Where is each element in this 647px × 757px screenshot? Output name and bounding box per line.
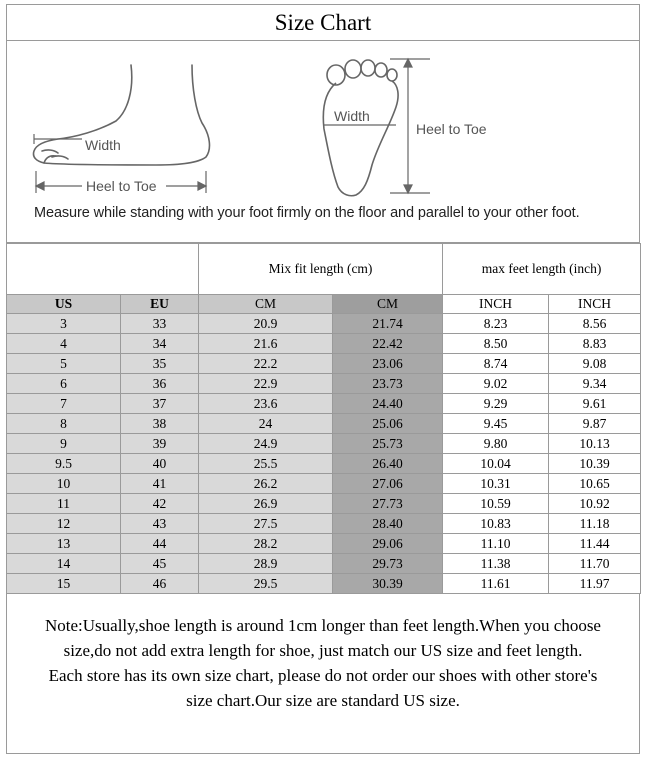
cell-inch-max: 10.13 xyxy=(549,434,641,454)
cell-cm-fit: 21.6 xyxy=(199,334,333,354)
cell-inch-max: 10.65 xyxy=(549,474,641,494)
cell-inch-max: 10.92 xyxy=(549,494,641,514)
cell-us: 3 xyxy=(7,314,121,334)
cell-cm-fit: 28.9 xyxy=(199,554,333,574)
cell-eu: 34 xyxy=(121,334,199,354)
cell-eu: 38 xyxy=(121,414,199,434)
cell-cm-max: 23.06 xyxy=(333,354,443,374)
cell-us: 11 xyxy=(7,494,121,514)
cell-inch-fit: 10.31 xyxy=(443,474,549,494)
size-rows xyxy=(7,314,641,594)
table-row xyxy=(7,314,641,334)
cell-eu: 35 xyxy=(121,354,199,374)
cell-us: 15 xyxy=(7,574,121,594)
cell-us: 8 xyxy=(7,414,121,434)
group-header-sizes xyxy=(7,244,199,295)
side-length-label: Heel to Toe xyxy=(86,178,157,194)
cell-eu: 40 xyxy=(121,454,199,474)
cell-cm-fit: 22.2 xyxy=(199,354,333,374)
cell-eu: 44 xyxy=(121,534,199,554)
cell-eu: 37 xyxy=(121,394,199,414)
cell-inch-fit: 8.74 xyxy=(443,354,549,374)
table-row xyxy=(7,494,641,514)
table-row xyxy=(7,554,641,574)
cell-us: 6 xyxy=(7,374,121,394)
size-table xyxy=(6,243,641,594)
cell-inch-fit: 9.29 xyxy=(443,394,549,414)
table-row xyxy=(7,374,641,394)
cell-us: 13 xyxy=(7,534,121,554)
note-line: Each store has its own size chart, please do not order our shoes with other store's xyxy=(48,666,598,685)
cell-inch-fit: 10.59 xyxy=(443,494,549,514)
cell-inch-max: 11.97 xyxy=(549,574,641,594)
cell-inch-max: 8.56 xyxy=(549,314,641,334)
cell-us: 5 xyxy=(7,354,121,374)
cell-cm-max: 25.06 xyxy=(333,414,443,434)
table-row xyxy=(7,534,641,554)
cell-inch-max: 8.83 xyxy=(549,334,641,354)
cell-cm-max: 30.39 xyxy=(333,574,443,594)
cell-inch-fit: 10.04 xyxy=(443,454,549,474)
cell-cm-fit: 26.2 xyxy=(199,474,333,494)
cell-inch-max: 9.87 xyxy=(549,414,641,434)
cell-cm-fit: 22.9 xyxy=(199,374,333,394)
cell-inch-max: 10.39 xyxy=(549,454,641,474)
cell-eu: 46 xyxy=(121,574,199,594)
cell-eu: 43 xyxy=(121,514,199,534)
unit-header-row xyxy=(7,295,641,314)
table-row xyxy=(7,354,641,374)
note-line: Note:Usually,shoe length is around 1cm longer than feet length.When you choose xyxy=(45,616,601,635)
group-header-inch: max feet length (inch) xyxy=(443,244,641,295)
cell-inch-fit: 11.10 xyxy=(443,534,549,554)
measurement-instruction: Measure while standing with your foot firmly on the floor and parallel to your other foot. xyxy=(34,205,580,221)
header-inch-max: INCH xyxy=(549,295,641,314)
side-foot-drawing xyxy=(33,65,209,165)
cell-us: 14 xyxy=(7,554,121,574)
cell-cm-max: 27.06 xyxy=(333,474,443,494)
cell-cm-fit: 20.9 xyxy=(199,314,333,334)
group-header-row xyxy=(7,244,641,295)
header-cm-fit: CM xyxy=(199,295,333,314)
cell-inch-max: 11.44 xyxy=(549,534,641,554)
cell-cm-fit: 29.5 xyxy=(199,574,333,594)
note-line: size chart.Our size are standard US size. xyxy=(186,691,460,710)
header-us: US xyxy=(7,295,121,314)
table-row xyxy=(7,434,641,454)
cell-cm-max: 22.42 xyxy=(333,334,443,354)
cell-eu: 45 xyxy=(121,554,199,574)
cell-cm-fit: 27.5 xyxy=(199,514,333,534)
cell-cm-fit: 28.2 xyxy=(199,534,333,554)
cell-cm-fit: 23.6 xyxy=(199,394,333,414)
header-cm-max: CM xyxy=(333,295,443,314)
cell-inch-fit: 9.02 xyxy=(443,374,549,394)
sole-width-label: Width xyxy=(334,108,370,124)
cell-cm-max: 24.40 xyxy=(333,394,443,414)
sole-foot-drawing xyxy=(323,60,398,196)
cell-eu: 36 xyxy=(121,374,199,394)
cell-inch-max: 9.08 xyxy=(549,354,641,374)
cell-cm-fit: 26.9 xyxy=(199,494,333,514)
cell-cm-max: 29.06 xyxy=(333,534,443,554)
cell-inch-fit: 11.61 xyxy=(443,574,549,594)
cell-cm-fit: 24 xyxy=(199,414,333,434)
cell-us: 9 xyxy=(7,434,121,454)
cell-inch-fit: 8.23 xyxy=(443,314,549,334)
sole-length-label: Heel to Toe xyxy=(416,121,487,137)
table-row xyxy=(7,414,641,434)
cell-inch-max: 9.34 xyxy=(549,374,641,394)
table-row xyxy=(7,574,641,594)
table-row xyxy=(7,454,641,474)
cell-cm-max: 21.74 xyxy=(333,314,443,334)
cell-eu: 42 xyxy=(121,494,199,514)
cell-inch-max: 11.70 xyxy=(549,554,641,574)
cell-inch-fit: 11.38 xyxy=(443,554,549,574)
cell-inch-max: 11.18 xyxy=(549,514,641,534)
page-title: Size Chart xyxy=(6,4,640,41)
cell-eu: 41 xyxy=(121,474,199,494)
cell-us: 7 xyxy=(7,394,121,414)
cell-eu: 33 xyxy=(121,314,199,334)
side-width-label: Width xyxy=(85,137,121,153)
cell-cm-max: 25.73 xyxy=(333,434,443,454)
foot-measurement-illustration xyxy=(6,41,640,243)
cell-cm-max: 23.73 xyxy=(333,374,443,394)
table-row xyxy=(7,334,641,354)
note-line: size,do not add extra length for shoe, just match our US size and feet length. xyxy=(63,641,583,660)
table-row xyxy=(7,394,641,414)
table-row xyxy=(7,514,641,534)
cell-us: 4 xyxy=(7,334,121,354)
cell-cm-max: 27.73 xyxy=(333,494,443,514)
cell-cm-max: 29.73 xyxy=(333,554,443,574)
cell-us: 9.5 xyxy=(7,454,121,474)
cell-eu: 39 xyxy=(121,434,199,454)
cell-us: 12 xyxy=(7,514,121,534)
cell-inch-fit: 8.50 xyxy=(443,334,549,354)
cell-cm-max: 26.40 xyxy=(333,454,443,474)
cell-us: 10 xyxy=(7,474,121,494)
table-row xyxy=(7,474,641,494)
cell-inch-max: 9.61 xyxy=(549,394,641,414)
cell-cm-max: 28.40 xyxy=(333,514,443,534)
cell-inch-fit: 10.83 xyxy=(443,514,549,534)
size-note xyxy=(6,613,640,713)
cell-cm-fit: 24.9 xyxy=(199,434,333,454)
header-inch-fit: INCH xyxy=(443,295,549,314)
cell-inch-fit: 9.45 xyxy=(443,414,549,434)
cell-inch-fit: 9.80 xyxy=(443,434,549,454)
group-header-cm: Mix fit length (cm) xyxy=(199,244,443,295)
cell-cm-fit: 25.5 xyxy=(199,454,333,474)
header-eu: EU xyxy=(121,295,199,314)
